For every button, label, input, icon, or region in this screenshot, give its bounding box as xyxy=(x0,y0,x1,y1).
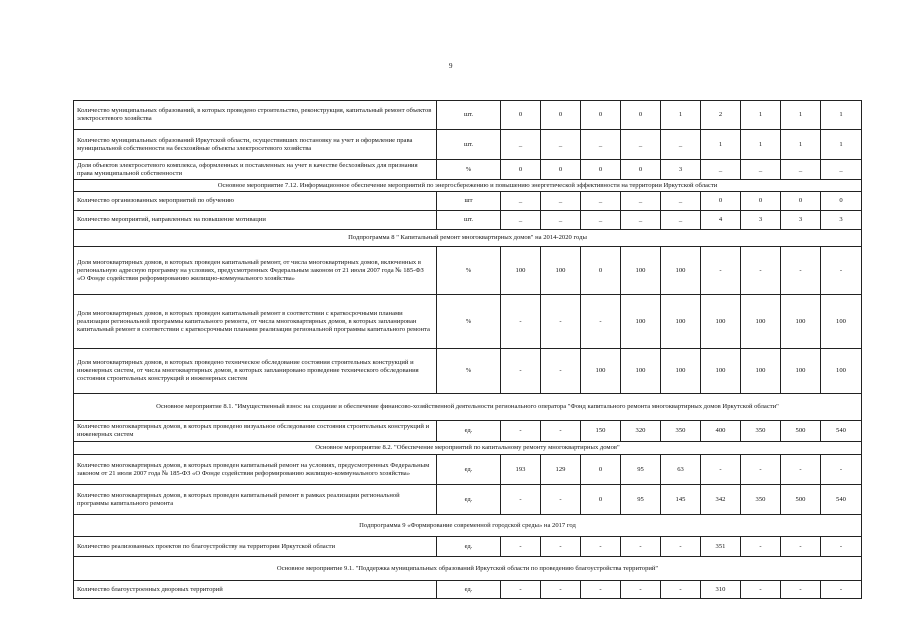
value-cell: 3 xyxy=(781,211,821,230)
value-cell: _ xyxy=(781,160,821,180)
value-cell: 100 xyxy=(821,295,862,349)
value-cell: - xyxy=(741,455,781,485)
unit-cell: ед. xyxy=(437,455,501,485)
value-cell: 145 xyxy=(661,485,701,515)
value-cell: - xyxy=(701,247,741,295)
value-cell: 2 xyxy=(701,101,741,130)
value-cell: - xyxy=(781,537,821,557)
unit-cell: % xyxy=(437,295,501,349)
unit-cell: ед. xyxy=(437,485,501,515)
unit-cell: ед. xyxy=(437,421,501,442)
value-cell: _ xyxy=(541,130,581,160)
value-cell: 150 xyxy=(581,421,621,442)
value-cell: - xyxy=(661,537,701,557)
value-cell: _ xyxy=(621,192,661,211)
value-cell: - xyxy=(781,581,821,599)
value-cell: 100 xyxy=(701,295,741,349)
value-cell: 0 xyxy=(701,192,741,211)
indicator-name: Доля многоквартирных домов, в которых проведен капитальный ремонт, от числа многоквартирных домов, включенных в региональную адресную программу на условиях, предусмотренных Федеральным законом от 21 июля 2007 года № 185-ФЗ «О Фонде содействия реформированию жилищно-коммунального хозяйства» xyxy=(74,247,437,295)
unit-cell: % xyxy=(437,247,501,295)
section-row xyxy=(74,515,862,537)
value-cell: - xyxy=(581,537,621,557)
value-cell: _ xyxy=(541,211,581,230)
value-cell: - xyxy=(581,581,621,599)
value-cell: 3 xyxy=(821,211,862,230)
value-cell: 0 xyxy=(541,160,581,180)
value-cell: _ xyxy=(621,211,661,230)
value-cell: 129 xyxy=(541,455,581,485)
value-cell: 0 xyxy=(621,101,661,130)
value-cell: 100 xyxy=(661,295,701,349)
indicator-name: Количество мероприятий, направленных на повышение мотивации xyxy=(74,211,437,230)
value-cell: - xyxy=(821,455,862,485)
indicator-name: Количество многоквартирных домов, в которых проведен капитальный ремонт в рамках реализации региональной программы капитального ремонта xyxy=(74,485,437,515)
value-cell: 100 xyxy=(701,349,741,394)
table-row xyxy=(74,211,862,230)
value-cell: 100 xyxy=(781,349,821,394)
section-row xyxy=(74,394,862,421)
indicator-name: Доля многоквартирных домов, в которых проведено техническое обследование состояния строительных конструкций и инженерных систем, от числа многоквартирных домов, в которых запланировано проведение технического обследования состояния строительных конструкций и инженерных систем xyxy=(74,349,437,394)
value-cell: - xyxy=(501,581,541,599)
value-cell: _ xyxy=(501,130,541,160)
table-row xyxy=(74,581,862,599)
value-cell: 0 xyxy=(581,101,621,130)
value-cell: _ xyxy=(621,130,661,160)
value-cell: 100 xyxy=(821,349,862,394)
value-cell: - xyxy=(541,581,581,599)
unit-cell: % xyxy=(437,349,501,394)
value-cell: _ xyxy=(581,192,621,211)
indicator-name: Доля объектов электросетевого комплекса, оформленных и поставленных на учет в качестве бесхозяйных для признания права муниципальной собственности xyxy=(74,160,437,180)
value-cell: - xyxy=(541,485,581,515)
value-cell: - xyxy=(621,581,661,599)
page-number: 9 xyxy=(449,62,453,70)
value-cell: 1 xyxy=(781,130,821,160)
value-cell: _ xyxy=(581,130,621,160)
value-cell: - xyxy=(781,455,821,485)
indicator-name: Количество многоквартирных домов, в которых проведено визуальное обследование состояния строительных конструкций и инженерных систем xyxy=(74,421,437,442)
value-cell: _ xyxy=(661,211,701,230)
value-cell: 0 xyxy=(501,101,541,130)
value-cell: - xyxy=(541,349,581,394)
value-cell: - xyxy=(501,485,541,515)
value-cell: _ xyxy=(701,160,741,180)
value-cell: 500 xyxy=(781,485,821,515)
value-cell: _ xyxy=(661,130,701,160)
value-cell: 540 xyxy=(821,421,862,442)
value-cell: 1 xyxy=(741,130,781,160)
value-cell: 1 xyxy=(661,101,701,130)
section-row xyxy=(74,442,862,455)
unit-cell: % xyxy=(437,160,501,180)
value-cell: 1 xyxy=(821,101,862,130)
value-cell: - xyxy=(661,581,701,599)
value-cell: 95 xyxy=(621,455,661,485)
value-cell: 0 xyxy=(541,101,581,130)
value-cell: _ xyxy=(821,160,862,180)
value-cell: - xyxy=(741,581,781,599)
value-cell: 3 xyxy=(741,211,781,230)
value-cell: 100 xyxy=(501,247,541,295)
value-cell: - xyxy=(741,537,781,557)
value-cell: 0 xyxy=(821,192,862,211)
value-cell: 100 xyxy=(741,349,781,394)
indicator-name: Доля многоквартирных домов, в которых проведен капитальный ремонт в соответствии с краткосрочными планами реализации региональной программы капитального ремонта, от числа многоквартирных домов, в которых запланирован капитальный ремонт в соответствии с краткосрочными планами реализации региональной программы капитального ремонта xyxy=(74,295,437,349)
value-cell: 100 xyxy=(741,295,781,349)
value-cell: - xyxy=(781,247,821,295)
value-cell: _ xyxy=(741,160,781,180)
value-cell: 100 xyxy=(581,349,621,394)
value-cell: 193 xyxy=(501,455,541,485)
section-title: Подпрограмма 8 " Капитальный ремонт многоквартирных домов" на 2014-2020 годы xyxy=(74,230,862,247)
unit-cell: шт. xyxy=(437,101,501,130)
value-cell: 100 xyxy=(621,247,661,295)
value-cell: 4 xyxy=(701,211,741,230)
value-cell: 400 xyxy=(701,421,741,442)
value-cell: - xyxy=(741,247,781,295)
value-cell: - xyxy=(821,581,862,599)
value-cell: 3 xyxy=(661,160,701,180)
value-cell: _ xyxy=(541,192,581,211)
value-cell: - xyxy=(541,295,581,349)
indicator-name: Количество реализованных проектов по благоустройству на территории Иркутской области xyxy=(74,537,437,557)
value-cell: - xyxy=(541,421,581,442)
value-cell: 500 xyxy=(781,421,821,442)
value-cell: 100 xyxy=(621,349,661,394)
value-cell: 100 xyxy=(661,349,701,394)
section-title: Основное мероприятие 8.1. "Имущественный взнос на создание и обеспечение финансово-хозяйственной деятельности регионального оператора "Фонд капитального ремонта многоквартирных домов Иркутской области" xyxy=(74,394,862,421)
table-row xyxy=(74,485,862,515)
table-row xyxy=(74,101,862,130)
indicators-table xyxy=(73,100,862,599)
value-cell: 63 xyxy=(661,455,701,485)
unit-cell: шт. xyxy=(437,130,501,160)
table-row xyxy=(74,192,862,211)
value-cell: - xyxy=(501,421,541,442)
value-cell: 0 xyxy=(741,192,781,211)
value-cell: 1 xyxy=(781,101,821,130)
value-cell: 350 xyxy=(661,421,701,442)
table-row xyxy=(74,537,862,557)
value-cell: 0 xyxy=(581,485,621,515)
unit-cell: шт. xyxy=(437,211,501,230)
value-cell: 100 xyxy=(541,247,581,295)
value-cell: _ xyxy=(581,211,621,230)
section-row xyxy=(74,557,862,581)
unit-cell: шт xyxy=(437,192,501,211)
table-row xyxy=(74,349,862,394)
value-cell: 100 xyxy=(781,295,821,349)
value-cell: - xyxy=(501,537,541,557)
table-row xyxy=(74,130,862,160)
value-cell: _ xyxy=(661,192,701,211)
value-cell: 100 xyxy=(661,247,701,295)
table-row xyxy=(74,455,862,485)
value-cell: - xyxy=(541,537,581,557)
value-cell: 0 xyxy=(581,455,621,485)
value-cell: 95 xyxy=(621,485,661,515)
value-cell: 1 xyxy=(741,101,781,130)
section-title: Основное мероприятие 7.12. Информационное обеспечение мероприятий по энергосбережению и повышению энергетической эффективности на территории Иркутской области xyxy=(74,180,862,192)
value-cell: 0 xyxy=(781,192,821,211)
indicator-name: Количество организованных мероприятий по обучению xyxy=(74,192,437,211)
value-cell: 100 xyxy=(621,295,661,349)
value-cell: _ xyxy=(501,192,541,211)
value-cell: - xyxy=(821,247,862,295)
value-cell: 0 xyxy=(621,160,661,180)
table-row xyxy=(74,247,862,295)
value-cell: 342 xyxy=(701,485,741,515)
section-title: Подпрограмма 9 «Формирование современной городской среды» на 2017 год xyxy=(74,515,862,537)
value-cell: 1 xyxy=(821,130,862,160)
unit-cell: ед. xyxy=(437,537,501,557)
value-cell: 320 xyxy=(621,421,661,442)
unit-cell: ед. xyxy=(437,581,501,599)
value-cell: 351 xyxy=(701,537,741,557)
value-cell: 350 xyxy=(741,485,781,515)
value-cell: _ xyxy=(501,211,541,230)
value-cell: - xyxy=(501,295,541,349)
value-cell: 0 xyxy=(501,160,541,180)
value-cell: - xyxy=(621,537,661,557)
table-row xyxy=(74,421,862,442)
section-row xyxy=(74,180,862,192)
value-cell: 350 xyxy=(741,421,781,442)
value-cell: - xyxy=(501,349,541,394)
section-row xyxy=(74,230,862,247)
value-cell: - xyxy=(821,537,862,557)
table-row xyxy=(74,160,862,180)
value-cell: - xyxy=(581,295,621,349)
value-cell: 0 xyxy=(581,247,621,295)
value-cell: 540 xyxy=(821,485,862,515)
section-title: Основное мероприятие 8.2. "Обеспечение мероприятий по капитальному ремонту многоквартирных домов" xyxy=(74,442,862,455)
value-cell: 310 xyxy=(701,581,741,599)
value-cell: 1 xyxy=(701,130,741,160)
indicator-name: Количество многоквартирных домов, в которых проведен капитальный ремонт на условиях, предусмотренных Федеральным законом от 21 июля 2007 года № 185-ФЗ «О Фонде содействия реформированию жилищно-коммунального хозяйства» xyxy=(74,455,437,485)
table-row xyxy=(74,295,862,349)
value-cell: - xyxy=(701,455,741,485)
section-title: Основное мероприятие 9.1. "Поддержка муниципальных образований Иркутской области по проведению благоустройства территорий" xyxy=(74,557,862,581)
indicator-name: Количество благоустроенных дворовых территорий xyxy=(74,581,437,599)
indicator-name: Количество муниципальных образований Иркутской области, осуществивших постановку на учет и оформление права муниципальной собственности на бесхозяйные объекты электросетевого хозяйства xyxy=(74,130,437,160)
value-cell: 0 xyxy=(581,160,621,180)
indicator-name: Количество муниципальных образований, в которых проведено строительство, реконструкция, капитальный ремонт объектов электросетевого хозяйства xyxy=(74,101,437,130)
